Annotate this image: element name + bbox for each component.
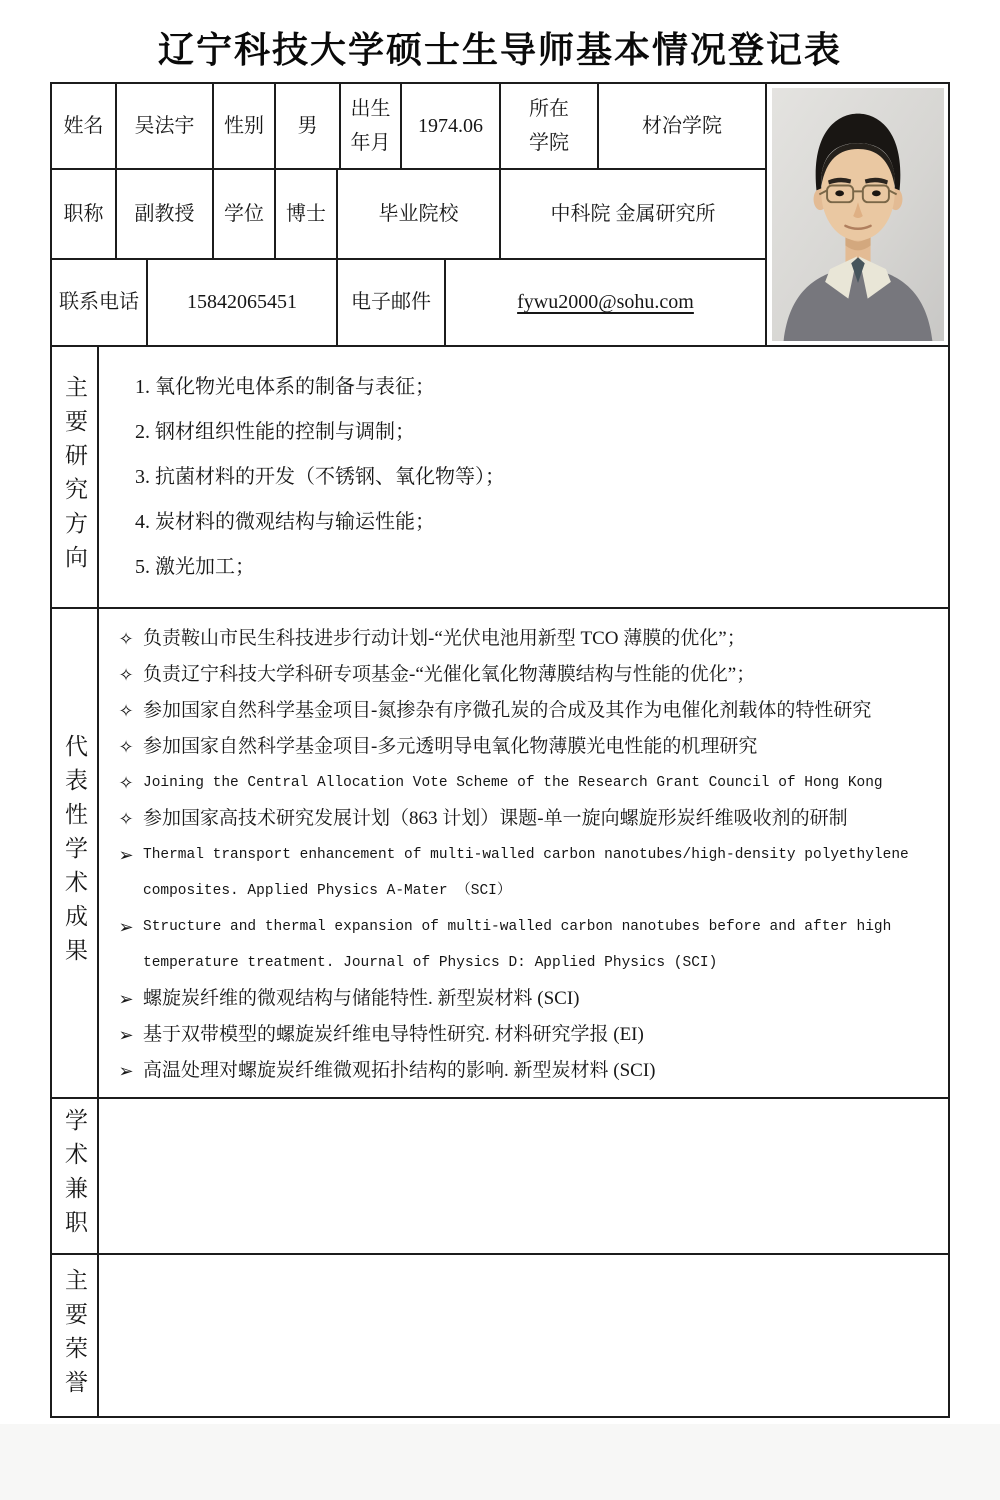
achievements-section xyxy=(52,609,948,1099)
achievement-text: 参加国家自然科学基金项目-氮掺杂有序微孔炭的合成及其作为电催化剂载体的特性研究 xyxy=(143,700,872,721)
research-item: 4. 炭材料的微观结构与输运性能； xyxy=(135,511,435,533)
phone-label: 联系电话 xyxy=(52,260,148,345)
achievement-text: Joining the Central Allocation Vote Scheme of the Research Grant Council of Hong Kong xyxy=(143,775,883,791)
degree-label: 学位 xyxy=(214,170,276,258)
part-time-section-label xyxy=(52,1099,99,1253)
arrow-bullet-icon: ➢ xyxy=(118,1025,134,1045)
page-bottom-margin xyxy=(0,1424,1000,1500)
job-title-value: 副教授 xyxy=(117,170,214,258)
research-list xyxy=(99,347,948,607)
form-table xyxy=(50,82,950,1418)
honors-content xyxy=(99,1255,948,1416)
birth-label-text: 出生年月 xyxy=(350,98,391,154)
achievement-item xyxy=(109,729,940,765)
achievement-item xyxy=(109,837,940,909)
arrow-bullet-icon: ➢ xyxy=(118,917,134,937)
basic-row-3 xyxy=(52,260,767,345)
gender-label: 性别 xyxy=(214,84,276,168)
name-value: 吴法宇 xyxy=(117,84,214,168)
diamond-bullet-icon: ✧ xyxy=(118,665,134,685)
achievement-text: 负责鞍山市民生科技进步行动计划-“光伏电池用新型 TCO 薄膜的优化”； xyxy=(143,628,746,649)
research-item: 5. 激光加工； xyxy=(135,556,255,578)
diamond-bullet-icon: ✧ xyxy=(118,701,134,721)
portrait-photo xyxy=(772,88,944,341)
page-title: 辽宁科技大学硕士生导师基本情况登记表 xyxy=(157,30,842,70)
birth-value: 1974.06 xyxy=(402,84,501,168)
diamond-bullet-icon: ✧ xyxy=(118,629,134,649)
achievement-item xyxy=(109,1017,940,1053)
achievement-text: Structure and thermal expansion of multi-walled carbon nanotubes before and after high temperature treatment. Journal of Physics D: Applied Physics (SCI) xyxy=(143,919,892,971)
research-item: 3. 抗菌材料的开发（不锈钢、氧化物等）； xyxy=(135,466,505,488)
arrow-bullet-icon: ➢ xyxy=(118,989,134,1009)
achievement-item xyxy=(109,909,940,981)
achievement-item xyxy=(109,621,940,657)
email-label: 电子邮件 xyxy=(338,260,446,345)
research-section-label xyxy=(52,347,99,607)
research-item: 1. 氧化物光电体系的制备与表征； xyxy=(135,376,435,398)
part-time-content xyxy=(99,1099,948,1253)
honors-section-label-text: 主要荣誉 xyxy=(62,1267,87,1404)
phone-value: 15842065451 xyxy=(148,260,338,345)
job-title-label: 职称 xyxy=(52,170,117,258)
arrow-bullet-icon: ➢ xyxy=(118,1061,134,1081)
basic-row-1 xyxy=(52,84,767,170)
achievement-text: 参加国家高技术研究发展计划（863 计划）课题-单一旋向螺旋形炭纤维吸收剂的研制 xyxy=(143,808,848,829)
research-section xyxy=(52,347,948,609)
achievement-item xyxy=(109,765,940,801)
achievement-text: 螺旋炭纤维的微观结构与储能特性. 新型炭材料 (SCI) xyxy=(143,988,580,1009)
achievement-text: 基于双带模型的螺旋炭纤维电导特性研究. 材料研究学报 (EI) xyxy=(143,1024,644,1045)
degree-value: 博士 xyxy=(276,170,338,258)
school-value: 中科院 金属研究所 xyxy=(501,170,767,258)
achievements-list xyxy=(99,609,948,1097)
basic-row-2 xyxy=(52,170,767,260)
research-item: 2. 钢材组织性能的控制与调制； xyxy=(135,421,415,443)
research-section-label-text: 主要研究方向 xyxy=(62,375,87,579)
email-link[interactable]: fywu2000@sohu.com xyxy=(517,291,694,313)
photo-cell xyxy=(767,84,948,345)
college-label xyxy=(501,84,599,168)
achievements-section-label xyxy=(52,609,99,1097)
achievement-item xyxy=(109,801,940,837)
basic-info-grid xyxy=(52,84,767,345)
school-label: 毕业院校 xyxy=(338,170,501,258)
achievement-item xyxy=(109,1053,940,1089)
achievement-text: 负责辽宁科技大学科研专项基金-“光催化氧化物薄膜结构与性能的优化”； xyxy=(143,664,756,685)
achievement-item xyxy=(109,693,940,729)
achievements-section-label-text: 代表性学术成果 xyxy=(62,734,87,972)
email-cell xyxy=(446,260,767,345)
part-time-section xyxy=(52,1099,948,1255)
part-time-section-label-text: 学术兼职 xyxy=(62,1108,87,1244)
achievement-text: 高温处理对螺旋炭纤维微观拓扑结构的影响. 新型炭材料 (SCI) xyxy=(143,1060,656,1081)
diamond-bullet-icon: ✧ xyxy=(118,773,134,793)
arrow-bullet-icon: ➢ xyxy=(118,845,134,865)
birth-label xyxy=(341,84,402,168)
college-label-text: 所在学院 xyxy=(529,98,569,154)
basic-info-block xyxy=(52,84,948,347)
gender-value: 男 xyxy=(276,84,341,168)
honors-section xyxy=(52,1255,948,1416)
college-value: 材冶学院 xyxy=(599,84,767,168)
diamond-bullet-icon: ✧ xyxy=(118,737,134,757)
achievement-item xyxy=(109,981,940,1017)
honors-section-label xyxy=(52,1255,99,1416)
achievement-item xyxy=(109,657,940,693)
diamond-bullet-icon: ✧ xyxy=(118,809,134,829)
achievement-text: 参加国家自然科学基金项目-多元透明导电氧化物薄膜光电性能的机理研究 xyxy=(143,736,758,757)
name-label: 姓名 xyxy=(52,84,117,168)
achievement-text: Thermal transport enhancement of multi-walled carbon nanotubes/high-density polyethylene composites. Applied Physics A-Mater （SCI） xyxy=(143,847,909,899)
